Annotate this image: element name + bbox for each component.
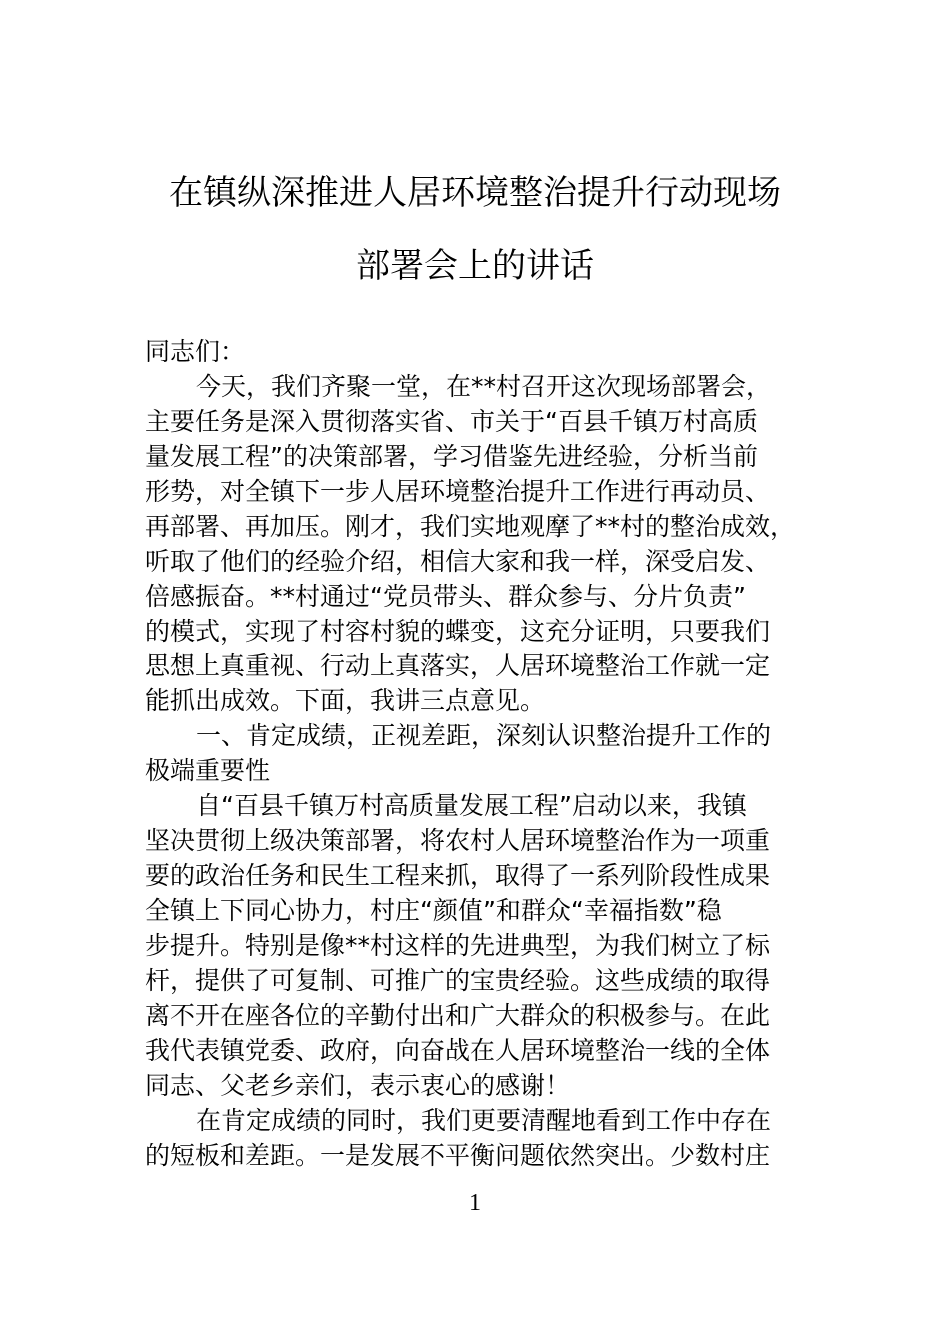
paragraph-line: 听取了他们的经验介绍，相信大家和我一样，深受启发、 [145,546,771,576]
paragraph-line: 要的政治任务和民生工程来抓，取得了一系列阶段性成果 [145,861,771,891]
paragraph-line: 思想上真重视、行动上真落实，人居环境整治工作就一定 [145,651,771,681]
document-title-line-1: 在镇纵深推进人居环境整治提升行动现场 [169,173,781,213]
paragraph-line: 坚决贯彻上级决策部署，将农村人居环境整治作为一项重 [145,826,771,856]
paragraph-line: 在肯定成绩的同时，我们更要清醒地看到工作中存在 [196,1105,772,1135]
paragraph-line: 量发展工程”的决策部署，学习借鉴先进经验，分析当前 [145,441,758,471]
section-heading-line: 极端重要性 [145,756,271,786]
paragraph-line: 的模式，实现了村容村貌的蝶变，这充分证明，只要我们 [145,616,771,646]
paragraph-line: 今天，我们齐聚一堂，在**村召开这次现场部署会， [196,371,772,401]
paragraph-line: 离不开在座各位的辛勤付出和广大群众的积极参与。在此 [145,1000,771,1030]
paragraph-line: 我代表镇党委、政府，向奋战在人居环境整治一线的全体 [145,1035,771,1065]
section-heading-line: 一、肯定成绩，正视差距，深刻认识整治提升工作的 [196,721,772,751]
paragraph-line: 主要任务是深入贯彻落实省、市关于“百县千镇万村高质 [145,406,758,436]
paragraph-line: 倍感振奋。**村通过“党员带头、群众参与、分片负责” [145,581,746,611]
document-body [145,335,835,1174]
document-title-line-2: 部署会上的讲话 [356,246,594,286]
paragraph-line: 杆，提供了可复制、可推广的宝贵经验。这些成绩的取得 [145,965,771,995]
paragraph-line: 能抓出成效。下面，我讲三点意见。 [145,686,546,716]
paragraph-line: 自“百县千镇万村高质量发展工程”启动以来，我镇 [196,791,747,821]
paragraph-line: 形势，对全镇下一步人居环境整治提升工作进行再动员、 [145,476,771,506]
paragraph-line: 再部署、再加压。刚才，我们实地观摩了**村的整治成效， [145,511,796,541]
paragraph-line: 全镇上下同心协力，村庄“颜值”和群众“幸福指数”稳 [145,896,722,925]
salutation: 同志们： [145,337,246,366]
paragraph-line: 步提升。特别是像**村这样的先进典型，为我们树立了标 [145,930,771,960]
page-number: 1 [469,1190,481,1216]
paragraph-line: 同志、父老乡亲们，表示衷心的感谢！ [145,1070,571,1100]
paragraph-line: 的短板和差距。一是发展不平衡问题依然突出。少数村庄 [145,1140,771,1170]
